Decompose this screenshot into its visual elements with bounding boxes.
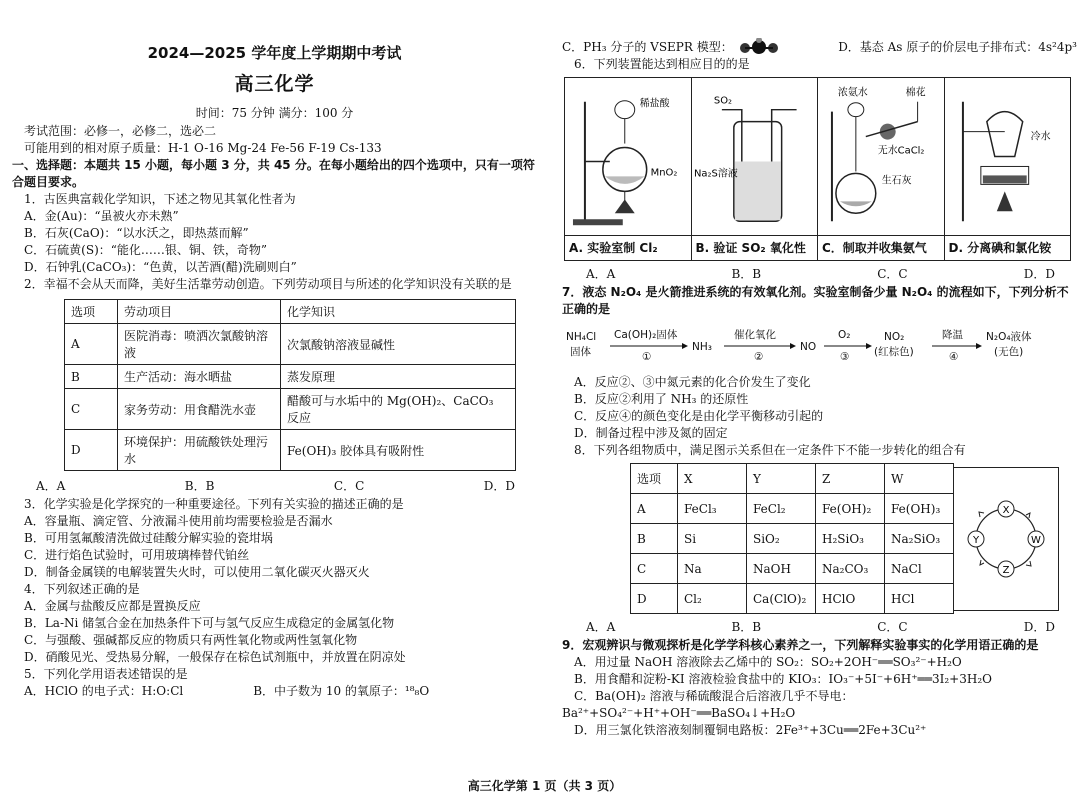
table-cell: Fe(OH)₃ — [885, 494, 954, 524]
node-x: X — [1002, 504, 1010, 516]
table-row — [65, 389, 516, 430]
table-cell: FeCl₂ — [747, 494, 816, 524]
q6-options — [562, 265, 1077, 282]
table-header: Y — [747, 464, 816, 494]
table-cell: HCl — [885, 584, 954, 614]
q4-option-c: C．与强酸、强碱都反应的物质只有两性氧化物或两性氢氧化物 — [24, 633, 358, 647]
q1-option-a: A．金(Au)：“虽被火亦未熟” — [24, 209, 179, 223]
q1-stem: 1．古医典富载化学知识，下述之物见其氧化性者为 — [24, 192, 296, 206]
left-column — [12, 38, 537, 700]
table-cell: A — [65, 324, 118, 365]
node-w: W — [1031, 534, 1041, 546]
q7-option-a: A．反应②、③中氮元素的化合价发生了变化 — [574, 375, 811, 389]
subject-title: 高三化学 — [234, 73, 315, 95]
table-cell: D — [65, 430, 118, 471]
flow-nh4cl: NH₄Cl — [566, 331, 597, 343]
table-cell: NaOH — [747, 554, 816, 584]
option: A．A — [586, 267, 616, 281]
table-cell: C — [631, 554, 678, 584]
table-row — [65, 430, 516, 471]
section-heading: 一、选择题：本题共 15 小题，每小题 3 分，共 45 分。在每小题给出的四个选项中，只有一项符合题目要求。 — [12, 158, 535, 189]
table-cell: Cl₂ — [678, 584, 747, 614]
q4-option-d: D．硝酸见光、受热易分解，一般保存在棕色试剂瓶中，并放置在阴凉处 — [24, 650, 406, 664]
table-header: Z — [816, 464, 885, 494]
table-cell: FeCl₃ — [678, 494, 747, 524]
table-cell: C — [65, 389, 118, 430]
q8-options — [562, 618, 1077, 635]
cycle-diagram — [958, 491, 1054, 587]
table-cell: H₂SiO₃ — [816, 524, 885, 554]
q3-option-a: A．容量瓶、滴定管、分液漏斗使用前均需要检验是否漏水 — [24, 514, 333, 528]
option: A．A — [36, 479, 66, 493]
caption-b: B. 验证 SO₂ 氧化性 — [692, 235, 818, 260]
table-cell: HClO — [816, 584, 885, 614]
node-z: Z — [1002, 564, 1010, 576]
table-row — [65, 324, 516, 365]
table-header: 选项 — [65, 300, 118, 324]
q7-option-b: B．反应②利用了 NH₃ 的还原性 — [574, 392, 749, 406]
q9-option-a: A．用过量 NaOH 溶液除去乙烯中的 SO₂：SO₂+2OH⁻══SO₃²⁻+H₂O — [574, 655, 962, 669]
flow-reagent-4: 降温 — [942, 329, 963, 341]
table-cell: Fe(OH)₂ — [816, 494, 885, 524]
option: D．D — [1023, 620, 1055, 634]
page-footer: 高三化学第 1 页（共 3 页） — [467, 779, 622, 793]
table-header-row — [65, 300, 516, 324]
table-row — [631, 584, 954, 614]
q4-stem: 4．下列叙述正确的是 — [24, 582, 140, 596]
q7-option-d: D．制备过程中涉及氮的固定 — [574, 426, 728, 440]
table-row — [631, 554, 954, 584]
vsepr-model-icon — [737, 38, 781, 56]
flow-step-2: ② — [754, 351, 764, 363]
q5-option-b: B．中子数为 10 的氧原子：¹⁸₈O — [253, 684, 430, 698]
table-cell: 家务劳动：用食醋洗水壶 — [118, 389, 281, 430]
flow-nh3: NH₃ — [692, 341, 712, 353]
q8-stem: 8．下列各组物质中，满足图示关系但在一定条件下不能一步转化的组合有 — [574, 443, 966, 457]
table-header: 化学知识 — [281, 300, 516, 324]
q8-table — [630, 463, 954, 614]
q9-option-b: B．用食醋和淀粉-KI 溶液检验食盐中的 KIO₃：IO₃⁻+5I⁻+6H⁺══3I₂+3H₂O — [574, 672, 992, 686]
flow-reagent-2: 催化氧化 — [734, 329, 776, 341]
atomic-mass: 可能用到的相对原子质量：H-1 O-16 Mg-24 Fe-56 F-19 Cs-133 — [24, 141, 382, 155]
caption-d: D. 分离碘和氯化铵 — [945, 235, 1071, 260]
q4-option-a: A．金属与盐酸反应都是置换反应 — [24, 599, 201, 613]
table-header: 选项 — [631, 464, 678, 494]
q1-option-b: B．石灰(CaO)：“以水沃之，即热蒸而解” — [24, 226, 249, 240]
table-row — [631, 524, 954, 554]
apparatus-b — [692, 78, 819, 260]
flow-red-brown: (红棕色) — [874, 346, 914, 358]
label-na2s: Na₂S溶液 — [693, 168, 738, 180]
q9-option-d: D．用三氯化铁溶液刻制覆铜电路板：2Fe³⁺+3Cu══2Fe+3Cu²⁺ — [574, 723, 927, 737]
ammonia-setup-icon — [818, 78, 944, 235]
caption-c: C．制取并收集氨气 — [818, 235, 944, 260]
label-cold-water: 冷水 — [1030, 131, 1051, 143]
table-cell: 医院消毒：喷洒次氯酸钠溶液 — [118, 324, 281, 365]
table-header: X — [678, 464, 747, 494]
cycle-diagram-box — [954, 467, 1059, 611]
q7-flowchart — [562, 326, 1067, 364]
table-cell: 醋酸可与水垢中的 Mg(OH)₂、CaCO₃ 反应 — [281, 389, 516, 430]
exam-title: 2024—2025 学年度上学期期中考试 — [147, 44, 402, 62]
q6-stem: 6．下列装置能达到相应目的的是 — [574, 57, 750, 71]
q5-option-a: A．HClO 的电子式：H:O:Cl — [24, 684, 184, 698]
caption-a: A. 实验室制 Cl₂ — [565, 235, 691, 260]
label-cotton: 棉花 — [905, 87, 926, 99]
q9-stem: 9．宏观辨识与微观探析是化学学科核心素养之一，下列解释实验事实的化学用语正确的是 — [562, 638, 1039, 652]
table-cell: B — [65, 365, 118, 389]
flow-solid: 固体 — [570, 346, 591, 358]
label-quicklime: 生石灰 — [881, 175, 912, 187]
flow-no: NO — [800, 341, 817, 353]
right-column — [562, 38, 1077, 739]
table-cell: 环境保护：用硫酸铁处理污水 — [118, 430, 281, 471]
label-conc-ammonia: 浓氨水 — [837, 87, 868, 99]
q5-options-ab — [12, 683, 537, 700]
table-row — [65, 365, 516, 389]
q3-option-d: D．制备金属镁的电解装置失火时，可以使用二氧化碳灭火器灭火 — [24, 565, 370, 579]
table-header-row — [631, 464, 954, 494]
table-header: W — [885, 464, 954, 494]
option: A．A — [586, 620, 616, 634]
q3-option-b: B．可用氢氟酸清洗做过硅酸分解实验的瓷坩埚 — [24, 531, 273, 545]
table-header: 劳动项目 — [118, 300, 281, 324]
table-cell: Ca(ClO)₂ — [747, 584, 816, 614]
table-row — [631, 494, 954, 524]
option: B．B — [731, 267, 762, 281]
option: C．C — [877, 620, 908, 634]
option: C．C — [877, 267, 908, 281]
flow-reagent-1: Ca(OH)₂固体 — [614, 329, 678, 341]
table-cell: SiO₂ — [747, 524, 816, 554]
flow-step-1: ① — [642, 351, 652, 363]
flow-colorless: (无色) — [994, 346, 1024, 358]
table-cell: Si — [678, 524, 747, 554]
q2-options — [12, 477, 537, 494]
q2-table — [64, 299, 516, 471]
label-dilute-hcl: 稀盐酸 — [639, 98, 670, 110]
q5-option-c-wrap — [562, 38, 781, 56]
option: D．D — [1023, 267, 1055, 281]
table-cell: 次氯酸钠溶液显碱性 — [281, 324, 516, 365]
table-cell: B — [631, 524, 678, 554]
table-cell: 生产活动：海水晒盐 — [118, 365, 281, 389]
apparatus-c — [818, 78, 945, 260]
table-cell: A — [631, 494, 678, 524]
table-cell: 蒸发原理 — [281, 365, 516, 389]
table-cell: Fe(OH)₃ 胶体具有吸附性 — [281, 430, 516, 471]
chlorine-generator-icon — [565, 78, 691, 235]
time-score: 时间：75 分钟 满分：100 分 — [195, 106, 354, 120]
gas-washing-bottle-icon — [692, 78, 818, 235]
table-cell: Na₂CO₃ — [816, 554, 885, 584]
q2-stem: 2．幸福不会从天而降，美好生活靠劳动创造。下列劳动项目与所述的化学知识没有关联的是 — [24, 277, 512, 291]
option: B．B — [731, 620, 762, 634]
flow-reagent-3: O₂ — [838, 329, 851, 341]
flow-no2: NO₂ — [884, 331, 905, 343]
q3-stem: 3．化学实验是化学探究的一种重要途径。下列有关实验的描述正确的是 — [24, 497, 404, 511]
q5-option-c: C．PH₃ 分子的 VSEPR 模型： — [562, 39, 733, 54]
exam-scope: 考试范围：必修一，必修二，选必二 — [24, 124, 217, 138]
q7-stem: 7．液态 N₂O₄ 是火箭推进系统的有效氧化剂。实验室制备少量 N₂O₄ 的流程如下，下列分析不正确的是 — [562, 285, 1069, 316]
flow-step-3: ③ — [840, 351, 850, 363]
flow-n2o4: N₂O₄液体 — [986, 331, 1032, 343]
q4-option-b: B．La-Ni 储氢合金在加热条件下可与氢气反应生成稳定的金属氢化物 — [24, 616, 395, 630]
table-cell: D — [631, 584, 678, 614]
q1-option-c: C．石硫黄(S)：“能化……银、铜、铁，奇物” — [24, 243, 268, 257]
sublimation-setup-icon — [945, 78, 1071, 235]
node-y: Y — [972, 534, 980, 546]
option: B．B — [184, 479, 215, 493]
q6-apparatus-figure — [564, 77, 1071, 261]
table-cell: NaCl — [885, 554, 954, 584]
label-cacl2: 无水CaCl₂ — [877, 145, 925, 157]
option: D．D — [483, 479, 515, 493]
label-so2: SO₂ — [713, 95, 732, 107]
option: C．C — [333, 479, 365, 493]
q9-option-c-equation: Ba²⁺+SO₄²⁻+H⁺+OH⁻══BaSO₄↓+H₂O — [562, 706, 796, 720]
q7-option-c: C．反应④的颜色变化是由化学平衡移动引起的 — [574, 409, 824, 423]
q9-option-c: C．Ba(OH)₂ 溶液与稀硫酸混合后溶液几乎不导电： — [574, 689, 854, 703]
q5-option-d: D．基态 As 原子的价层电子排布式：4s²4p³ — [838, 39, 1077, 54]
q3-option-c: C．进行焰色试验时，可用玻璃棒替代铂丝 — [24, 548, 250, 562]
apparatus-a — [565, 78, 692, 260]
q8-figure — [630, 463, 1077, 614]
q5-options-cd — [562, 38, 1077, 56]
flow-step-4: ④ — [949, 351, 959, 363]
table-cell: Na — [678, 554, 747, 584]
q5-stem: 5．下列化学用语表述错误的是 — [24, 667, 188, 681]
apparatus-d — [945, 78, 1071, 260]
q1-option-d: D．石钟乳(CaCO₃)：“色黄，以苦酒(醋)洗刷则白” — [24, 260, 297, 274]
label-mno2: MnO₂ — [650, 167, 678, 179]
table-cell: Na₂SiO₃ — [885, 524, 954, 554]
